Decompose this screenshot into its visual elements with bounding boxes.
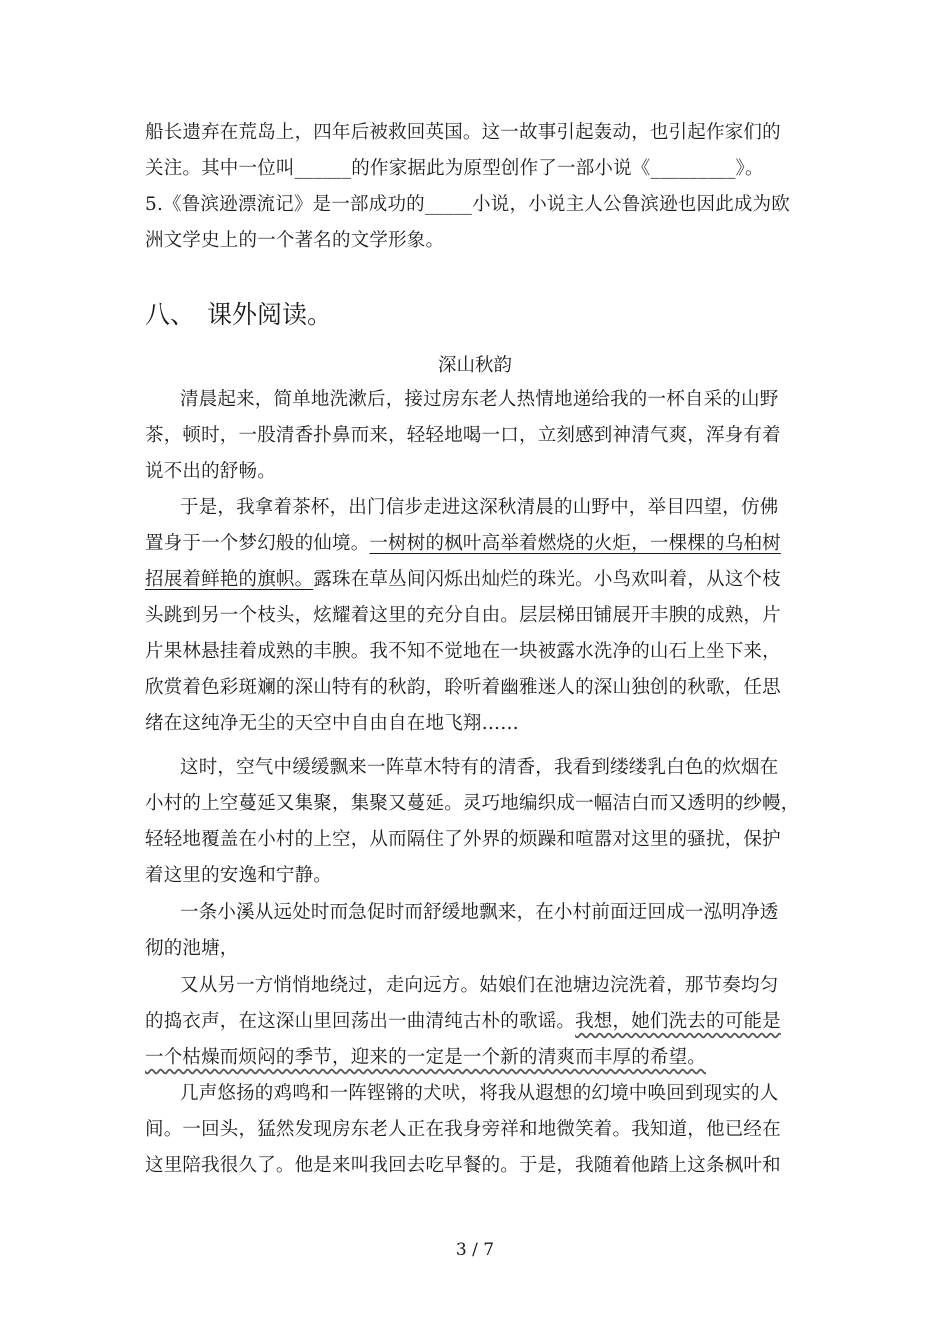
paragraph-line: 这里陪我很久了。他是来叫我回去吃早餐的。于是，我随着他踏上这条枫叶和 bbox=[145, 1155, 781, 1176]
section-label: 课外阅读。 bbox=[207, 300, 333, 329]
wavy-underlined-sentence: 一个枯燥而烦闷的季节，迎来的一定是一个新的清爽而丰厚的希望。 bbox=[145, 1047, 707, 1068]
paragraph-line: 清晨起来，简单地洗漱后，接过房东老人热情地递给我的一杯自采的山野 bbox=[180, 389, 779, 410]
paragraph-line bbox=[145, 562, 805, 598]
question-5: 5.《鲁滨逊漂流记》是一部成功的_____小说，小说主人公鲁滨逊也因此成为欧 bbox=[145, 194, 791, 215]
section5-line: 船长遗弃在荒岛上，四年后被救回英国。这一故事引起轰动，也引起作家们的 bbox=[145, 122, 781, 143]
paragraph-line: 又从另一方悄悄地绕过，走向远方。姑娘们在池塘边浣洗着，那节奏均匀 bbox=[180, 975, 779, 996]
text-segment: 的捣衣声，在这深山里回荡出一曲清纯古朴的歌谣。 bbox=[145, 1011, 576, 1032]
paragraph-line: 着这里的安逸和宁静。 bbox=[145, 865, 333, 886]
paragraph-line: 几声悠扬的鸡鸣和一阵铿锵的犬吠，将我从遐想的幻境中唤回到现实的人 bbox=[180, 1083, 779, 1104]
paragraph-line bbox=[145, 1004, 805, 1040]
paragraph-line: 片果林悬挂着成熟的丰腴。我不知不觉地在一块被露水洗净的山石上坐下来， bbox=[145, 641, 781, 662]
paragraph-line: 彻的池塘， bbox=[145, 938, 239, 959]
text-segment: 露珠在草丛间闪烁出灿烂的珠光。小鸟欢叫着，从这个枝 bbox=[313, 569, 781, 590]
page-number: 3 / 7 bbox=[455, 1240, 495, 1260]
paragraph-line: 小村的上空蔓延又集聚，集聚又蔓延。灵巧地编织成一幅洁白而又透明的纱幔， bbox=[145, 793, 800, 814]
paragraph-line: 轻轻地覆盖在小村的上空，从而隔住了外界的烦躁和喧嚣对这里的骚扰，保护 bbox=[145, 829, 781, 850]
paragraph-line: 这时，空气中缓缓飘来一阵草木特有的清香，我看到缕缕乳白色的炊烟在 bbox=[180, 757, 779, 778]
paragraph-line bbox=[145, 526, 805, 562]
paragraph-line bbox=[145, 1040, 805, 1076]
paragraph-line: 头跳到另一个枝头，炫耀着这里的充分自由。层层梯田铺展开丰腴的成熟，片 bbox=[145, 605, 781, 626]
paragraph-line: 绪在这纯净无尘的天空中自由自在地飞翔…… bbox=[145, 713, 520, 734]
section-number: 八、 bbox=[145, 300, 196, 329]
underlined-sentence: 一树树的枫叶高举着燃烧的火炬，一棵棵的乌桕树 bbox=[369, 533, 781, 554]
section5-line: 洲文学史上的一个著名的文学形象。 bbox=[145, 230, 445, 251]
paragraph-line: 欣赏着色彩斑斓的深山特有的秋韵，聆听着幽雅迷人的深山独创的秋歌，任思 bbox=[145, 677, 781, 698]
paragraph-line: 说不出的舒畅。 bbox=[145, 461, 276, 482]
section-heading bbox=[145, 297, 332, 333]
section5-line: 关注。其中一位叫______的作家据此为原型创作了一部小说《_________》。 bbox=[145, 158, 764, 179]
paragraph-line: 间。一回头，猛然发现房东老人正在我身旁祥和地微笑着。我知道，他已经在 bbox=[145, 1119, 781, 1140]
text-segment: 置身于一个梦幻般的仙境。 bbox=[145, 533, 370, 554]
paragraph-line: 一条小溪从远处时而急促时而舒缓地飘来，在小村前面迂回成一泓明净透 bbox=[180, 902, 779, 923]
article-title: 深山秋韵 bbox=[437, 355, 512, 376]
paragraph-line: 茶，顿时，一股清香扑鼻而来，轻轻地喝一口，立刻感到神清气爽，浑身有着 bbox=[145, 425, 781, 446]
paragraph-line: 于是，我拿着茶杯，出门信步走进这深秋清晨的山野中，举目四望，仿佛 bbox=[180, 497, 779, 518]
underlined-sentence: 招展着鲜艳的旗帜。 bbox=[145, 569, 314, 590]
wavy-underlined-sentence: 我想，她们洗去的可能是 bbox=[575, 1011, 781, 1032]
